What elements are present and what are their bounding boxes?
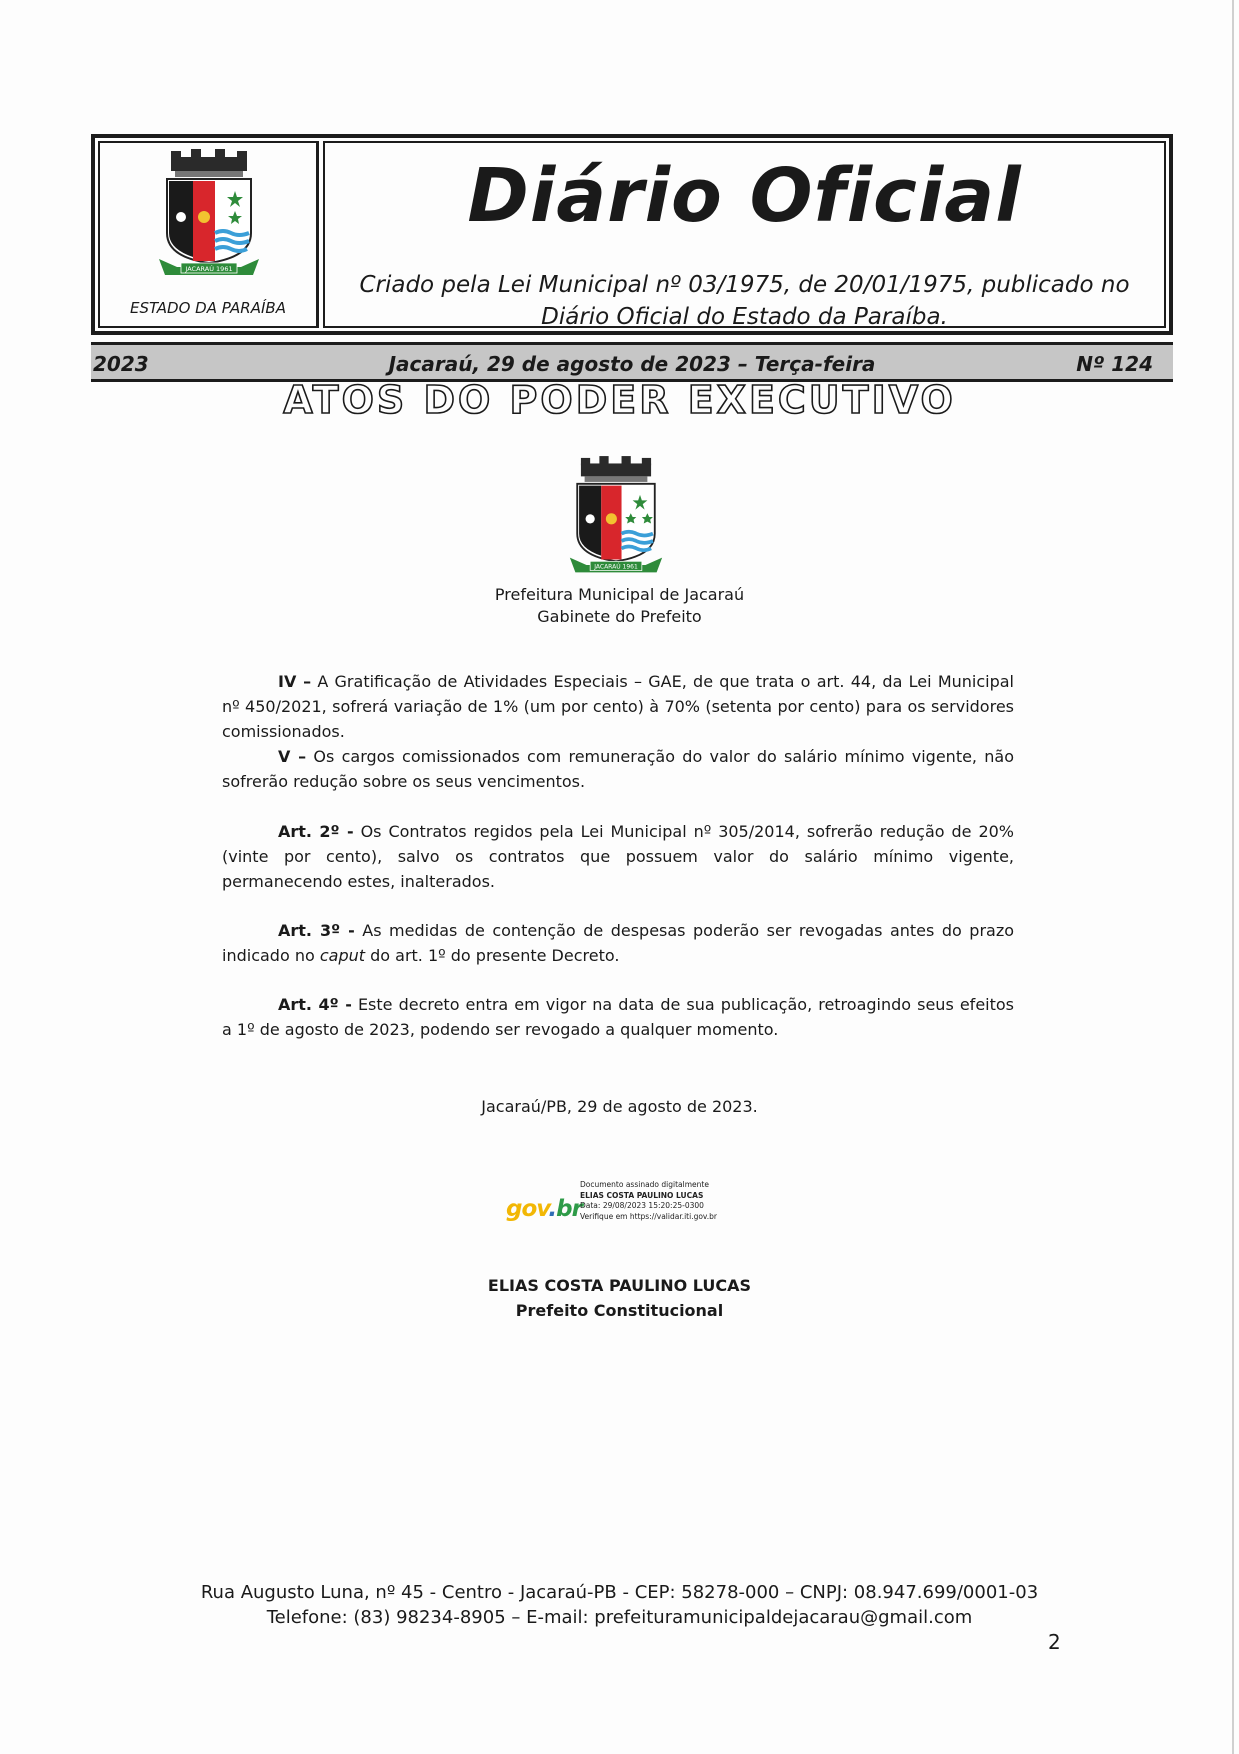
masthead xyxy=(91,134,1173,335)
paragraph-v-text: Os cargos comissionados com remuneração do valor do salário mínimo vigente, não sofrerão redução sobre os seus vencimentos. xyxy=(222,747,1015,791)
subtitle-line-2: Diário Oficial do Estado da Paraíba. xyxy=(541,304,948,330)
organization-name: Prefeitura Municipal de Jacaraú xyxy=(494,585,745,604)
crest-banner-text: JACARAÚ 1961 xyxy=(185,265,233,273)
organization-department: Gabinete do Prefeito xyxy=(537,607,702,626)
article-3-label: Art. 3º - xyxy=(278,921,355,940)
signer-name: ELIAS COSTA PAULINO LUCAS xyxy=(487,1276,752,1295)
signature-date: Data: 29/08/2023 15:20:25-0300 xyxy=(580,1201,704,1210)
state-label: ESTADO DA PARAÍBA xyxy=(130,299,286,317)
municipal-crest-icon xyxy=(157,149,261,281)
article-2 xyxy=(222,819,1014,894)
edition-info-bar xyxy=(91,342,1173,382)
edition-date: Jacaraú, 29 de agosto de 2023 – Terça-feira xyxy=(388,352,876,376)
subtitle-line-1: Criado pela Lei Municipal nº 03/1975, de 20/01/1975, publicado no xyxy=(359,272,1130,298)
footer-contact xyxy=(0,1580,1239,1630)
signature-caption: Documento assinado digitalmente xyxy=(580,1180,709,1189)
footer-address: Rua Augusto Luna, nº 45 - Centro - Jacaraú-PB - CEP: 58278-000 – CNPJ: 08.947.699/0001-03 xyxy=(200,1582,1039,1603)
article-4 xyxy=(222,992,1014,1042)
article-4-text: Este decreto entra em vigor na data de sua publicação, retroagindo seus efeitos a 1º de agosto de 2023, podendo ser revogado a qualquer momento. xyxy=(222,995,1015,1039)
article-2-label: Art. 2º - xyxy=(278,822,354,841)
scan-edge-line xyxy=(1232,0,1234,1754)
signature-name: ELIAS COSTA PAULINO LUCAS xyxy=(580,1190,704,1200)
masthead-title-panel xyxy=(323,141,1166,328)
paragraph-iv-v xyxy=(222,669,1014,794)
signer-block xyxy=(0,1273,1239,1323)
article-3-text-b: do art. 1º do presente Decreto. xyxy=(365,946,620,965)
paragraph-iv-text: A Gratificação de Atividades Especiais – GAE, de que trata o art. 44, da Lei Municipal nº 450/2021, sofrerá variação de 1% (um por cento) à 70% (setenta por cento) para os servidores comissionados. xyxy=(222,672,1014,741)
signature-details xyxy=(580,1180,717,1222)
place-and-date: Jacaraú/PB, 29 de agosto de 2023. xyxy=(481,1097,758,1116)
article-2-text: Os Contratos regidos pela Lei Municipal nº 305/2014, sofrerão redução de 20% (vinte por cento), salvo os contratos que possuem valor do salário mínimo vigente, permanecendo estes, inalterados. xyxy=(222,822,1015,891)
article-4-label: Art. 4º - xyxy=(278,995,352,1014)
publication-title: Diário Oficial xyxy=(467,153,1022,239)
paragraph-iv xyxy=(222,669,1014,744)
paragraph-v xyxy=(222,744,1014,794)
article-3-caput: caput xyxy=(319,946,366,965)
footer-phone-email: Telefone: (83) 98234-8905 – E-mail: prefeituramunicipaldejacarau@gmail.com xyxy=(266,1607,973,1628)
section-title: ATOS DO PODER EXECUTIVO xyxy=(283,378,956,422)
govbr-logo: gov.br xyxy=(506,1196,582,1222)
paragraph-iv-label: IV – xyxy=(278,672,312,691)
signer-role: Prefeito Constitucional xyxy=(515,1301,724,1320)
article-3 xyxy=(222,918,1014,968)
masthead-crest-panel xyxy=(98,141,319,328)
article-3-text-a: As medidas de contenção de despesas poderão ser revogadas antes do prazo indicado no xyxy=(222,921,1015,965)
digital-signature-stamp xyxy=(504,1180,744,1230)
crest-banner-text-2: JACARAÚ 1961 xyxy=(594,563,638,571)
edition-year: 2023 xyxy=(93,352,149,376)
publication-subtitle xyxy=(325,269,1164,333)
prefeitura-crest-icon xyxy=(568,450,664,584)
edition-number: Nº 124 xyxy=(1076,352,1153,376)
signature-verify-link: Verifique em https://validar.iti.gov.br xyxy=(580,1211,718,1221)
paragraph-v-label: V – xyxy=(278,747,307,766)
page-number: 2 xyxy=(1048,1630,1061,1654)
